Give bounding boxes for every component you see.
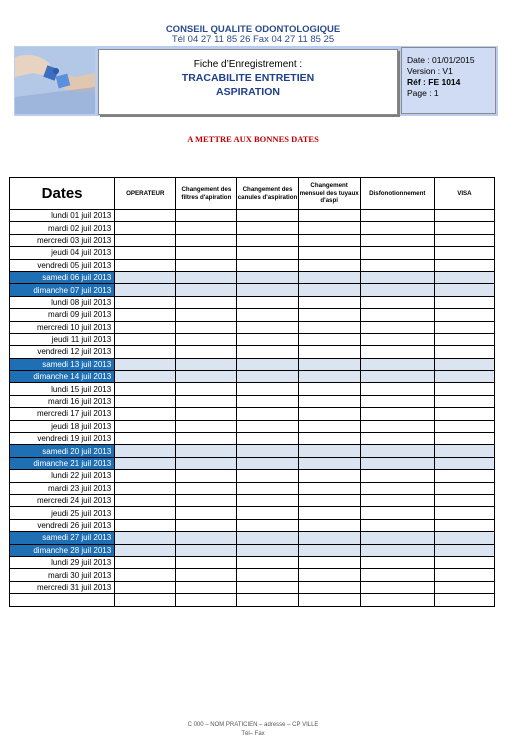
operateur-cell[interactable] <box>115 210 176 222</box>
filtres-cell[interactable] <box>176 519 237 531</box>
disfonctionnement-cell[interactable] <box>360 222 434 234</box>
register-table <box>9 177 495 607</box>
operateur-cell[interactable] <box>115 556 176 568</box>
col-header-disfonctionnement: Disfonotionnement <box>360 178 434 210</box>
form-title-line3: ASPIRATION <box>216 86 280 98</box>
tuyaux-cell[interactable] <box>298 519 360 531</box>
visa-cell[interactable] <box>434 532 494 544</box>
operateur-cell[interactable] <box>115 222 176 234</box>
tuyaux-cell[interactable] <box>298 259 360 271</box>
puzzle-hands-image <box>15 47 95 114</box>
disfonctionnement-cell[interactable] <box>360 532 434 544</box>
canules-cell[interactable] <box>237 284 298 296</box>
operateur-cell[interactable] <box>115 420 176 432</box>
canules-cell[interactable] <box>237 556 298 568</box>
operateur-cell[interactable] <box>115 309 176 321</box>
visa-cell[interactable] <box>434 210 494 222</box>
date-cell: mardi 23 juil 2013 <box>10 482 115 494</box>
date-cell: mardi 16 juil 2013 <box>10 395 115 407</box>
table-row <box>10 383 495 395</box>
table-row <box>10 259 495 271</box>
date-cell: lundi 01 juil 2013 <box>10 210 115 222</box>
date-cell: mercredi 24 juil 2013 <box>10 494 115 506</box>
operateur-cell[interactable] <box>115 507 176 519</box>
table-row <box>10 210 495 222</box>
date-cell: samedi 27 juil 2013 <box>10 532 115 544</box>
canules-cell[interactable] <box>237 321 298 333</box>
filtres-cell[interactable] <box>176 210 237 222</box>
operateur-cell[interactable] <box>115 234 176 246</box>
date-cell: samedi 13 juil 2013 <box>10 358 115 370</box>
canules-cell[interactable] <box>237 494 298 506</box>
visa-cell[interactable] <box>434 271 494 283</box>
visa-cell[interactable] <box>434 309 494 321</box>
tuyaux-cell[interactable] <box>298 234 360 246</box>
date-cell: mardi 02 juil 2013 <box>10 222 115 234</box>
tuyaux-cell[interactable] <box>298 383 360 395</box>
filtres-cell[interactable] <box>176 581 237 593</box>
tuyaux-cell[interactable] <box>298 210 360 222</box>
register-body <box>10 210 495 607</box>
date-cell: lundi 15 juil 2013 <box>10 383 115 395</box>
date-cell: jeudi 04 juil 2013 <box>10 247 115 259</box>
tuyaux-cell[interactable] <box>298 507 360 519</box>
operateur-cell[interactable] <box>115 247 176 259</box>
filtres-cell[interactable] <box>176 383 237 395</box>
tuyaux-cell[interactable] <box>298 371 360 383</box>
date-cell: vendredi 19 juil 2013 <box>10 433 115 445</box>
canules-cell[interactable] <box>237 532 298 544</box>
disfonctionnement-cell[interactable] <box>360 445 434 457</box>
disfonctionnement-cell[interactable] <box>360 433 434 445</box>
tuyaux-cell[interactable] <box>298 346 360 358</box>
date-cell: mercredi 10 juil 2013 <box>10 321 115 333</box>
table-row <box>10 519 495 531</box>
form-title-line1: Fiche d’Enregistrement : <box>193 59 303 70</box>
table-row <box>10 222 495 234</box>
disfonctionnement-cell[interactable] <box>360 507 434 519</box>
disfonctionnement-cell[interactable] <box>360 247 434 259</box>
canules-cell[interactable] <box>237 210 298 222</box>
filtres-cell[interactable] <box>176 284 237 296</box>
table-row <box>10 544 495 556</box>
canules-cell[interactable] <box>237 296 298 308</box>
filtres-cell[interactable] <box>176 234 237 246</box>
document-meta-box <box>401 47 496 114</box>
filtres-cell[interactable] <box>176 507 237 519</box>
disfonctionnement-cell[interactable] <box>360 494 434 506</box>
date-cell: jeudi 18 juil 2013 <box>10 420 115 432</box>
visa-cell[interactable] <box>434 420 494 432</box>
table-row <box>10 346 495 358</box>
operateur-cell[interactable] <box>115 371 176 383</box>
tuyaux-cell[interactable] <box>298 296 360 308</box>
operateur-cell[interactable] <box>115 494 176 506</box>
tuyaux-cell[interactable] <box>298 470 360 482</box>
disfonctionnement-cell[interactable] <box>360 482 434 494</box>
disfonctionnement-cell[interactable] <box>360 383 434 395</box>
disfonctionnement-cell[interactable] <box>360 556 434 568</box>
tuyaux-cell[interactable] <box>298 482 360 494</box>
table-row <box>10 333 495 345</box>
tuyaux-cell[interactable] <box>298 457 360 469</box>
footer-address: C 000 – NOM PRATICIEN – adresse – CP VILLE <box>187 722 319 728</box>
date-cell: samedi 06 juil 2013 <box>10 271 115 283</box>
meta-page: Page : 1 <box>407 88 439 98</box>
table-row <box>10 532 495 544</box>
disfonctionnement-cell[interactable] <box>360 470 434 482</box>
operateur-cell[interactable] <box>115 470 176 482</box>
visa-cell[interactable] <box>434 494 494 506</box>
disfonctionnement-cell[interactable] <box>360 321 434 333</box>
operateur-cell[interactable] <box>115 284 176 296</box>
date-cell: vendredi 12 juil 2013 <box>10 346 115 358</box>
disfonctionnement-cell[interactable] <box>360 519 434 531</box>
canules-cell[interactable] <box>237 271 298 283</box>
filtres-cell[interactable] <box>176 556 237 568</box>
disfonctionnement-cell[interactable] <box>360 271 434 283</box>
filtres-cell[interactable] <box>176 532 237 544</box>
filtres-cell[interactable] <box>176 445 237 457</box>
organization-header <box>0 25 506 45</box>
col-header-filtres: Changement des filtres d'apiration <box>176 178 237 210</box>
disfonctionnement-cell[interactable] <box>360 395 434 407</box>
filtres-cell[interactable] <box>176 433 237 445</box>
operateur-cell[interactable] <box>115 569 176 581</box>
table-row <box>10 395 495 407</box>
canules-cell[interactable] <box>237 433 298 445</box>
filtres-cell[interactable] <box>176 271 237 283</box>
filtres-cell[interactable] <box>176 346 237 358</box>
filtres-cell[interactable] <box>176 321 237 333</box>
visa-cell[interactable] <box>434 395 494 407</box>
table-row <box>10 296 495 308</box>
filtres-cell[interactable] <box>176 544 237 556</box>
filtres-cell[interactable] <box>176 594 237 606</box>
date-cell: dimanche 21 juil 2013 <box>10 457 115 469</box>
table-row <box>10 433 495 445</box>
operateur-cell[interactable] <box>115 594 176 606</box>
canules-cell[interactable] <box>237 457 298 469</box>
tuyaux-cell[interactable] <box>298 532 360 544</box>
visa-cell[interactable] <box>434 408 494 420</box>
tuyaux-cell[interactable] <box>298 569 360 581</box>
tuyaux-cell[interactable] <box>298 445 360 457</box>
table-row <box>10 234 495 246</box>
table-row <box>10 309 495 321</box>
tuyaux-cell[interactable] <box>298 594 360 606</box>
operateur-cell[interactable] <box>115 358 176 370</box>
organization-contact: Tél 04 27 11 85 26 Fax 04 27 11 85 25 <box>171 34 335 45</box>
meta-date: Date : 01/01/2015 <box>407 55 475 65</box>
operateur-cell[interactable] <box>115 445 176 457</box>
puzzle-hands-icon <box>15 47 95 114</box>
date-cell: samedi 20 juil 2013 <box>10 445 115 457</box>
filtres-cell[interactable] <box>176 457 237 469</box>
col-header-tuyaux: Changement mensuel des tuyaux d'aspi <box>298 178 360 210</box>
date-cell: dimanche 28 juil 2013 <box>10 544 115 556</box>
date-cell: lundi 08 juil 2013 <box>10 296 115 308</box>
visa-cell[interactable] <box>434 383 494 395</box>
operateur-cell[interactable] <box>115 271 176 283</box>
footer-phone-fax: Tél– Fax <box>241 731 265 737</box>
visa-cell[interactable] <box>434 358 494 370</box>
tuyaux-cell[interactable] <box>298 408 360 420</box>
operateur-cell[interactable] <box>115 296 176 308</box>
filtres-cell[interactable] <box>176 494 237 506</box>
visa-cell[interactable] <box>434 222 494 234</box>
notice-text: A METTRE AUX BONNES DATES <box>187 134 319 144</box>
table-row <box>10 569 495 581</box>
visa-cell[interactable] <box>434 371 494 383</box>
tuyaux-cell[interactable] <box>298 433 360 445</box>
operateur-cell[interactable] <box>115 532 176 544</box>
visa-cell[interactable] <box>434 457 494 469</box>
operateur-cell[interactable] <box>115 581 176 593</box>
disfonctionnement-cell[interactable] <box>360 371 434 383</box>
disfonctionnement-cell[interactable] <box>360 569 434 581</box>
meta-version: Version : V1 <box>407 66 453 76</box>
table-row <box>10 408 495 420</box>
visa-cell[interactable] <box>434 333 494 345</box>
date-cell: mardi 09 juil 2013 <box>10 309 115 321</box>
table-row <box>10 494 495 506</box>
disfonctionnement-cell[interactable] <box>360 594 434 606</box>
col-header-visa: VISA <box>434 178 494 210</box>
date-cell: mercredi 17 juil 2013 <box>10 408 115 420</box>
visa-cell[interactable] <box>434 445 494 457</box>
operateur-cell[interactable] <box>115 383 176 395</box>
operateur-cell[interactable] <box>115 457 176 469</box>
operateur-cell[interactable] <box>115 333 176 345</box>
canules-cell[interactable] <box>237 581 298 593</box>
filtres-cell[interactable] <box>176 371 237 383</box>
canules-cell[interactable] <box>237 569 298 581</box>
filtres-cell[interactable] <box>176 296 237 308</box>
filtres-cell[interactable] <box>176 395 237 407</box>
operateur-cell[interactable] <box>115 395 176 407</box>
canules-cell[interactable] <box>237 371 298 383</box>
table-row <box>10 507 495 519</box>
tuyaux-cell[interactable] <box>298 271 360 283</box>
canules-cell[interactable] <box>237 358 298 370</box>
tuyaux-cell[interactable] <box>298 247 360 259</box>
canules-cell[interactable] <box>237 408 298 420</box>
canules-cell[interactable] <box>237 309 298 321</box>
tuyaux-cell[interactable] <box>298 395 360 407</box>
table-row <box>10 321 495 333</box>
operateur-cell[interactable] <box>115 408 176 420</box>
visa-cell[interactable] <box>434 321 494 333</box>
table-row <box>10 271 495 283</box>
visa-cell[interactable] <box>434 556 494 568</box>
canules-cell[interactable] <box>237 346 298 358</box>
table-row <box>10 247 495 259</box>
visa-cell[interactable] <box>434 544 494 556</box>
visa-cell[interactable] <box>434 247 494 259</box>
visa-cell[interactable] <box>434 581 494 593</box>
date-cell: dimanche 07 juil 2013 <box>10 284 115 296</box>
table-row <box>10 371 495 383</box>
tuyaux-cell[interactable] <box>298 321 360 333</box>
disfonctionnement-cell[interactable] <box>360 544 434 556</box>
col-header-operateur: OPERATEUR <box>115 178 176 210</box>
tuyaux-cell[interactable] <box>298 284 360 296</box>
tuyaux-cell[interactable] <box>298 544 360 556</box>
filtres-cell[interactable] <box>176 482 237 494</box>
table-row <box>10 420 495 432</box>
date-cell: jeudi 25 juil 2013 <box>10 507 115 519</box>
date-cell: vendredi 05 juil 2013 <box>10 259 115 271</box>
table-row <box>10 556 495 568</box>
date-cell: lundi 22 juil 2013 <box>10 470 115 482</box>
visa-cell[interactable] <box>434 284 494 296</box>
tuyaux-cell[interactable] <box>298 333 360 345</box>
visa-cell[interactable] <box>434 346 494 358</box>
operateur-cell[interactable] <box>115 544 176 556</box>
filtres-cell[interactable] <box>176 569 237 581</box>
tuyaux-cell[interactable] <box>298 581 360 593</box>
canules-cell[interactable] <box>237 234 298 246</box>
disfonctionnement-cell[interactable] <box>360 259 434 271</box>
date-cell: mardi 30 juil 2013 <box>10 569 115 581</box>
canules-cell[interactable] <box>237 247 298 259</box>
canules-cell[interactable] <box>237 222 298 234</box>
col-header-canules: Changement des canules d'aspiration <box>237 178 298 210</box>
disfonctionnement-cell[interactable] <box>360 284 434 296</box>
operateur-cell[interactable] <box>115 519 176 531</box>
date-cell: mercredi 31 juil 2013 <box>10 581 115 593</box>
table-row <box>10 594 495 606</box>
visa-cell[interactable] <box>434 569 494 581</box>
disfonctionnement-cell[interactable] <box>360 234 434 246</box>
operateur-cell[interactable] <box>115 482 176 494</box>
canules-cell[interactable] <box>237 445 298 457</box>
tuyaux-cell[interactable] <box>298 420 360 432</box>
visa-cell[interactable] <box>434 259 494 271</box>
canules-cell[interactable] <box>237 482 298 494</box>
table-row <box>10 482 495 494</box>
meta-reference: Réf : FE 1014 <box>407 77 461 87</box>
date-cell <box>10 594 115 606</box>
filtres-cell[interactable] <box>176 222 237 234</box>
canules-cell[interactable] <box>237 333 298 345</box>
table-row <box>10 457 495 469</box>
visa-cell[interactable] <box>434 507 494 519</box>
date-cell: lundi 29 juil 2013 <box>10 556 115 568</box>
canules-cell[interactable] <box>237 519 298 531</box>
disfonctionnement-cell[interactable] <box>360 420 434 432</box>
date-cell: jeudi 11 juil 2013 <box>10 333 115 345</box>
disfonctionnement-cell[interactable] <box>360 346 434 358</box>
canules-cell[interactable] <box>237 544 298 556</box>
form-title-line2: TRACABILITE ENTRETIEN <box>181 72 315 84</box>
visa-cell[interactable] <box>434 482 494 494</box>
filtres-cell[interactable] <box>176 259 237 271</box>
canules-cell[interactable] <box>237 420 298 432</box>
table-row <box>10 358 495 370</box>
operateur-cell[interactable] <box>115 321 176 333</box>
disfonctionnement-cell[interactable] <box>360 358 434 370</box>
tuyaux-cell[interactable] <box>298 222 360 234</box>
operateur-cell[interactable] <box>115 433 176 445</box>
tuyaux-cell[interactable] <box>298 494 360 506</box>
disfonctionnement-cell[interactable] <box>360 581 434 593</box>
canules-cell[interactable] <box>237 383 298 395</box>
operateur-cell[interactable] <box>115 259 176 271</box>
canules-cell[interactable] <box>237 395 298 407</box>
table-row <box>10 284 495 296</box>
filtres-cell[interactable] <box>176 333 237 345</box>
form-title-box <box>98 49 398 115</box>
organization-name: CONSEIL QUALITE ODONTOLOGIQUE <box>165 24 341 35</box>
visa-cell[interactable] <box>434 519 494 531</box>
visa-cell[interactable] <box>434 470 494 482</box>
canules-cell[interactable] <box>237 259 298 271</box>
table-row <box>10 445 495 457</box>
canules-cell[interactable] <box>237 507 298 519</box>
disfonctionnement-cell[interactable] <box>360 333 434 345</box>
canules-cell[interactable] <box>237 594 298 606</box>
visa-cell[interactable] <box>434 433 494 445</box>
filtres-cell[interactable] <box>176 408 237 420</box>
filtres-cell[interactable] <box>176 247 237 259</box>
disfonctionnement-cell[interactable] <box>360 309 434 321</box>
tuyaux-cell[interactable] <box>298 556 360 568</box>
canules-cell[interactable] <box>237 470 298 482</box>
visa-cell[interactable] <box>434 594 494 606</box>
filtres-cell[interactable] <box>176 470 237 482</box>
table-row <box>10 581 495 593</box>
disfonctionnement-cell[interactable] <box>360 210 434 222</box>
date-cell: vendredi 26 juil 2013 <box>10 519 115 531</box>
disfonctionnement-cell[interactable] <box>360 457 434 469</box>
col-header-dates: Dates <box>10 178 115 210</box>
filtres-cell[interactable] <box>176 358 237 370</box>
page-footer <box>0 721 506 739</box>
table-row <box>10 470 495 482</box>
visa-cell[interactable] <box>434 234 494 246</box>
operateur-cell[interactable] <box>115 346 176 358</box>
visa-cell[interactable] <box>434 296 494 308</box>
tuyaux-cell[interactable] <box>298 309 360 321</box>
disfonctionnement-cell[interactable] <box>360 296 434 308</box>
register-header-row <box>10 178 495 210</box>
date-cell: mercredi 03 juil 2013 <box>10 234 115 246</box>
tuyaux-cell[interactable] <box>298 358 360 370</box>
filtres-cell[interactable] <box>176 309 237 321</box>
filtres-cell[interactable] <box>176 420 237 432</box>
disfonctionnement-cell[interactable] <box>360 408 434 420</box>
date-cell: dimanche 14 juil 2013 <box>10 371 115 383</box>
